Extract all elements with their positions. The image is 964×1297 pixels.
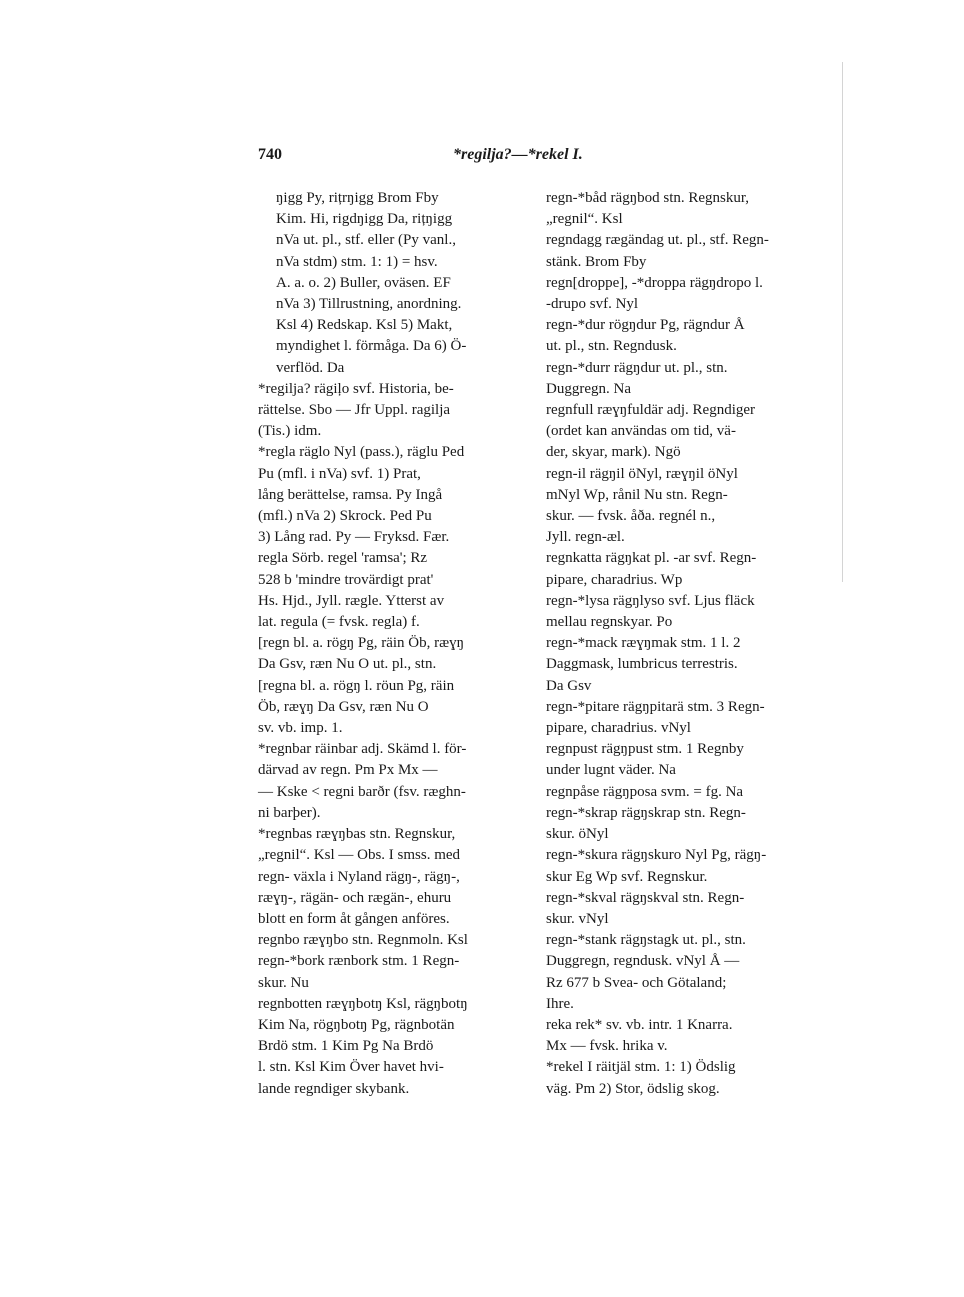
entry-line: regn[droppe], -*droppa rägŋdropo l. (546, 274, 763, 291)
entry-line: *rekel I räitjäl stm. 1: 1) Ödslig (546, 1059, 736, 1076)
dictionary-entry (546, 782, 822, 803)
entry-line: blott en form åt gången anföres. (258, 910, 450, 927)
entry-line: regn-*skura rägŋskuro Nyl Pg, rägŋ- (546, 847, 767, 864)
entry-line: regnpåse rägŋposa svm. = fg. Na (546, 783, 744, 800)
dictionary-entry (546, 888, 822, 930)
entry-line: myndighet l. förmåga. Da 6) Ö- (276, 338, 467, 355)
entry-line: Kim Na, rögŋbotŋ Pg, rägnbotän (258, 1016, 455, 1033)
entry-line: regn-*bork rænbork stm. 1 Regn- (258, 953, 460, 970)
entry-line: Ihre. (546, 995, 574, 1012)
entry-line: ni barþer). (258, 804, 321, 821)
entry-line: regn-*dur rögŋdur Pg, rägndur Å (546, 317, 745, 334)
dictionary-entry (546, 739, 822, 781)
entry-line: „regnil“. Ksl — Obs. I smss. med (258, 847, 461, 864)
dictionary-entry (258, 930, 526, 951)
entry-line: regn-*mack ræɣŋmak stm. 1 l. 2 (546, 635, 741, 652)
entry-line: stänk. Brom Fby (546, 253, 647, 270)
dictionary-entry (258, 994, 526, 1100)
dictionary-entry (546, 230, 822, 272)
entry-line: Pu (mfl. i nVa) svf. 1) Prat, (258, 465, 421, 482)
entry-line: under lugnt väder. Na (546, 762, 676, 779)
entry-line: regla Sörb. regel 'ramsa'; Rz (258, 550, 428, 567)
entry-line: (Tis.) idm. (258, 423, 322, 440)
dictionary-entry (546, 358, 822, 400)
entry-line: skur. Nu (258, 974, 309, 991)
entry-line: nVa ut. pl., stf. eller (Py vanl., (276, 232, 456, 249)
page-number: 740 (258, 146, 282, 163)
left-column (258, 188, 526, 1100)
entry-line: pipare, charadrius. Wp (546, 571, 683, 588)
entry-line: Mx — fvsk. hrika v. (546, 1038, 668, 1055)
entry-line: regnpust rägŋpust stm. 1 Regnby (546, 741, 744, 758)
entry-line: nVa 3) Tillrustning, anordning. (276, 296, 462, 313)
dictionary-entry (546, 315, 822, 357)
entry-line: regnbo ræɣŋbo stn. Regnmoln. Ksl (258, 932, 468, 949)
entry-line: därvad av regn. Pm Px Mx — (258, 762, 438, 779)
entry-line: [regn bl. a. rögŋ Pg, räin Öb, ræɣŋ (258, 635, 465, 652)
dictionary-entry (546, 400, 822, 464)
page-header (258, 146, 820, 172)
entry-line: regnkatta rägŋkat pl. -ar svf. Regn- (546, 550, 757, 567)
entry-line: -drupo svf. Nyl (546, 296, 639, 313)
dictionary-entry (546, 464, 822, 549)
dictionary-entry (258, 739, 526, 824)
dictionary-entry (546, 803, 822, 845)
entry-line: 3) Lång rad. Py — Fryksd. Fær. (258, 529, 450, 546)
running-head: *regilja?—*rekel I. (453, 146, 583, 163)
entry-line: *regnbar räinbar adj. Skämd l. för- (258, 741, 467, 758)
dictionary-entry (258, 188, 526, 379)
entry-line: *regla räglo Nyl (pass.), räglu Ped (258, 444, 465, 461)
entry-line: der, skyar, mark). Ngö (546, 444, 681, 461)
entry-line: Daggmask, lumbricus terrestris. (546, 656, 738, 673)
entry-line: rättelse. Sbo — Jfr Uppl. ragilja (258, 402, 451, 419)
entry-line: Duggregn, regndusk. vNyl Å — (546, 953, 740, 970)
entry-line: „regnil“. Ksl (546, 211, 623, 228)
entry-line: regn-*lysa rägŋlyso svf. Ljus fläck (546, 592, 755, 609)
entry-line: regn-il rägŋil öNyl, ræɣŋil öNyl (546, 465, 738, 482)
entry-line: verflöd. Da (276, 359, 345, 376)
entry-line: regn-*skval rägŋskval stn. Regn- (546, 889, 745, 906)
entry-line: pipare, charadrius. vNyl (546, 720, 691, 737)
dictionary-entry (258, 676, 526, 740)
entry-line: regnbotten ræɣŋbotŋ Ksl, rägŋbotŋ (258, 995, 468, 1012)
entry-line: regn-*pitare rägŋpitarä stm. 3 Regn- (546, 698, 765, 715)
entry-line: — Kske < regni barðr (fsv. ræghn- (258, 783, 466, 800)
entry-line: *regilja? rägiļo svf. Historia, be- (258, 380, 454, 397)
entry-line: ut. pl., stn. Regndusk. (546, 338, 677, 355)
dictionary-entry (546, 591, 822, 633)
dictionary-entry (546, 697, 822, 739)
entry-line: regn-*stank rägŋstagk ut. pl., stn. (546, 932, 746, 949)
entry-line: lat. regula (= fvsk. regla) f. (258, 614, 420, 631)
entry-line: Hs. Hjd., Jyll. rægle. Ytterst av (258, 592, 445, 609)
entry-line: regn-*båd rägŋbod stn. Regnskur, (546, 190, 750, 206)
entry-line: Brdö stm. 1 Kim Pg Na Brdö (258, 1038, 434, 1055)
entry-line: Rz 677 b Svea- och Götaland; (546, 974, 727, 991)
entry-line: ŋigg Py, rițrŋigg Brom Fby (276, 190, 439, 206)
dictionary-entry (258, 951, 526, 993)
dictionary-entry (546, 188, 822, 230)
entry-line: Jyll. regn-æl. (546, 529, 625, 546)
entry-line: Öb, ræɣŋ Da Gsv, ræn Nu O (258, 698, 429, 715)
dictionary-entry (258, 633, 526, 675)
entry-line: Duggregn. Na (546, 380, 631, 397)
dictionary-entry (258, 824, 526, 930)
right-column (546, 188, 822, 1100)
entry-line: regn-*skrap rägŋskrap stn. Regn- (546, 804, 746, 821)
dictionary-entry (546, 845, 822, 887)
dictionary-entry (546, 633, 822, 697)
entry-line: l. stn. Ksl Kim Över havet hvi- (258, 1059, 444, 1076)
entry-line: skur. öNyl (546, 826, 609, 843)
entry-line: lång berättelse, ramsa. Py Ingå (258, 486, 443, 503)
entry-line: reka rek* sv. vb. intr. 1 Knarra. (546, 1016, 733, 1033)
entry-line: skur Eg Wp svf. Regnskur. (546, 868, 708, 885)
entry-line: Da Gsv, ræn Nu O ut. pl., stn. (258, 656, 437, 673)
entry-line: skur. — fvsk. åða. regnél n., (546, 508, 716, 525)
dictionary-entry (546, 1057, 822, 1099)
entry-line: (ordet kan användas om tid, vä- (546, 423, 736, 440)
entry-line: väg. Pm 2) Stor, ödslig skog. (546, 1080, 720, 1097)
entry-line: lande regndiger skybank. (258, 1080, 410, 1097)
dictionary-entry (546, 548, 822, 590)
entry-line: (mfl.) nVa 2) Skrock. Ped Pu (258, 508, 432, 525)
entry-line: Kim. Hi, rigdŋigg Da, rițŋigg (276, 211, 453, 228)
dictionary-entry (546, 930, 822, 1015)
entry-line: Ksl 4) Redskap. Ksl 5) Makt, (276, 317, 453, 334)
entry-line: skur. vNyl (546, 910, 609, 927)
entry-line: mellau regnskyar. Po (546, 614, 673, 631)
entry-line: regn- växla i Nyland rägŋ-, rägŋ-, (258, 868, 460, 885)
entry-line: *regnbas ræɣŋbas stn. Regnskur, (258, 826, 456, 843)
entry-line: regnfull ræɣŋfuldär adj. Regndiger (546, 402, 756, 419)
dictionary-entry (546, 273, 822, 315)
entry-line: ræɣŋ-, rägän- och rægän-, ehuru (258, 889, 452, 906)
entry-line: sv. vb. imp. 1. (258, 720, 343, 737)
entry-line: [regna bl. a. rögŋ l. röun Pg, räin (258, 677, 455, 694)
entry-line: regndagg rægändag ut. pl., stf. Regn- (546, 232, 769, 249)
dictionary-entry (546, 1015, 822, 1057)
entry-line: A. a. o. 2) Buller, oväsen. EF (276, 274, 451, 291)
entry-line: regn-*durr rägŋdur ut. pl., stn. (546, 359, 728, 376)
dictionary-entry (258, 442, 526, 633)
entry-line: nVa stdm) stm. 1: 1) = hsv. (276, 253, 438, 270)
entry-line: Da Gsv (546, 677, 592, 694)
page-edge-line (842, 62, 843, 582)
entry-line: mNyl Wp, rånil Nu stn. Regn- (546, 486, 728, 503)
entry-line: 528 b 'mindre trovärdigt prat' (258, 571, 434, 588)
dictionary-entry (258, 379, 526, 443)
